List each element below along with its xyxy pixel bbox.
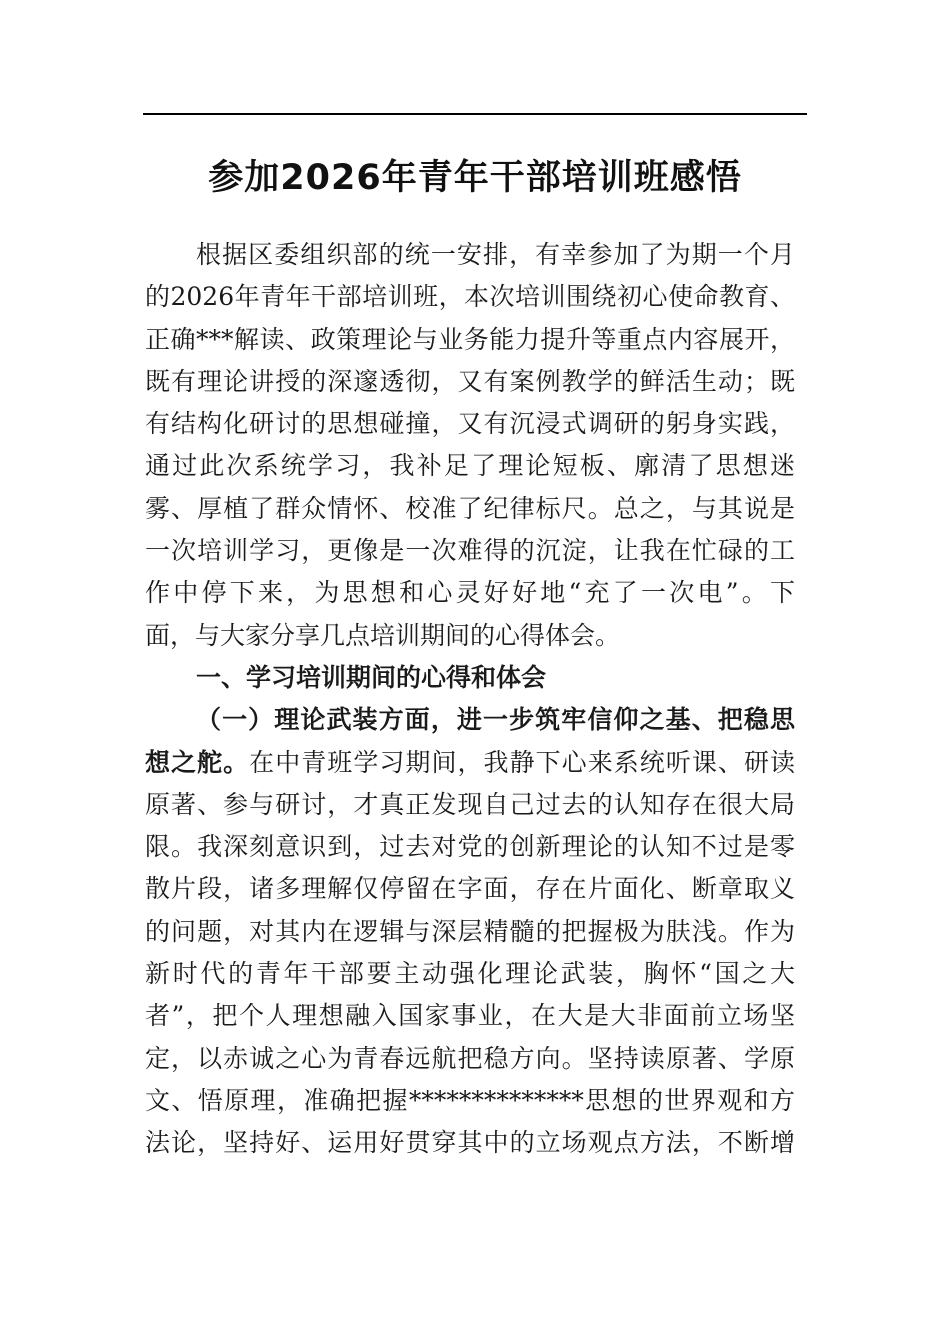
paragraph-line: 者”，把个人理想融入国家事业，在大是大非面前立场坚 (145, 1001, 795, 1031)
paragraph-line: 原著、参与研讨，才真正发现自己过去的认知存在很大局 (145, 789, 795, 819)
document-title: 参加2026年青年干部培训班感悟 (208, 158, 742, 198)
paragraph-line: 的2026年青年干部培训班，本次培训围绕初心使命教育、 (145, 282, 795, 312)
paragraph-text: 在中青班学习期间，我静下心来系统听课、研读 (249, 747, 795, 777)
paragraph-line: 正确***解读、政策理论与业务能力提升等重点内容展开， (145, 324, 795, 354)
paragraph-line (145, 742, 795, 784)
paragraph-line: 根据区委组织部的统一安排，有幸参加了为期一个月 (196, 240, 795, 269)
subsection-heading: （一）理论武装方面，进一步筑牢信仰之基、把稳思 (196, 705, 795, 735)
paragraph-line: 既有理论讲授的深邃透彻，又有案例教学的鲜活生动；既 (145, 366, 795, 396)
paragraph-line: 定，以赤诚之心为青春远航把稳方向。坚持读原著、学原 (145, 1043, 795, 1073)
section-heading: 一、学习培训期间的心得和体会 (196, 662, 547, 692)
paragraph-line: 散片段，诸多理解仅停留在字面，存在片面化、断章取义 (145, 874, 795, 904)
paragraph-line: 文、悟原理，准确把握**************思想的世界观和方 (145, 1085, 795, 1115)
paragraph-line: 作中停下来，为思想和心灵好好地“充了一次电”。下 (145, 578, 795, 608)
paragraph-line: 通过此次系统学习，我补足了理论短板、廓清了思想迷 (145, 451, 795, 481)
paragraph-line: 面，与大家分享几点培训期间的心得体会。 (145, 620, 621, 650)
paragraph-line: 新时代的青年干部要主动强化理论武装，胸怀“国之大 (145, 959, 795, 989)
subsection-heading-end: 想之舵。 (145, 747, 250, 777)
paragraph-line: 有结构化研讨的思想碰撞，又有沉浸式调研的躬身实践， (145, 409, 795, 439)
paragraph-line: 法论，坚持好、运用好贯穿其中的立场观点方法，不断增 (145, 1128, 795, 1158)
header-rule (143, 113, 807, 115)
paragraph-line: 限。我深刻意识到，过去对党的创新理论的认知不过是零 (145, 832, 795, 862)
paragraph-line: 一次培训学习，更像是一次难得的沉淀，让我在忙碌的工 (145, 536, 795, 566)
paragraph-line: 的问题，对其内在逻辑与深层精髓的把握极为肤浅。作为 (145, 916, 795, 946)
document-body (145, 234, 795, 1165)
paragraph-line: 雾、厚植了群众情怀、校准了纪律标尺。总之，与其说是 (145, 493, 795, 523)
